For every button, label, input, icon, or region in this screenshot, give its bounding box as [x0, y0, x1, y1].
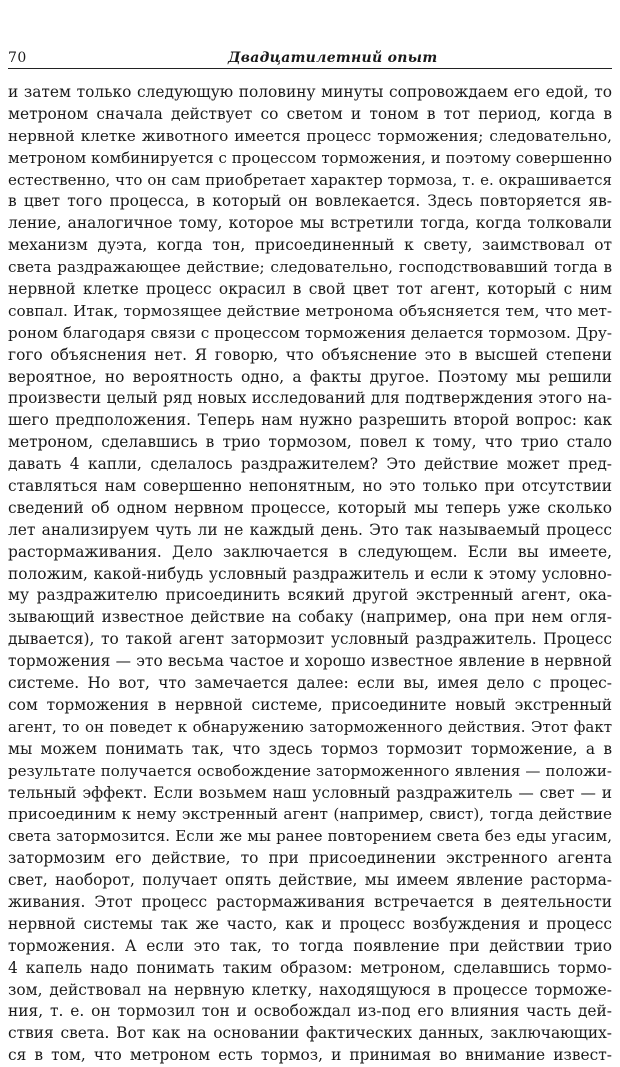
text-line: роном благодаря связи с процессом торможения делается тормозом. Дру-	[8, 323, 612, 342]
text-line: естественно, что он сам приобретает характер тормоза, т. е. окрашивается	[8, 170, 612, 189]
text-line: нервной системы так же часто, как и процесс возбуждения и процесс	[8, 914, 612, 933]
running-title: Двадцатилетний опыт	[228, 50, 438, 66]
text-line: результате получается освобождение заторможенного явления — положи-	[8, 761, 612, 780]
running-header	[8, 46, 612, 69]
text-line: живания. Этот процесс растормаживания встречается в деятельности	[8, 892, 612, 911]
text-line: нервной клетке животного имеется процесс торможения; следовательно,	[8, 126, 612, 145]
text-line: произвести целый ряд новых исследований для подтверждения этого на-	[8, 389, 612, 408]
text-line: ление, аналогичное тому, которое мы встретили тогда, когда толковали	[8, 214, 612, 233]
text-line: присоединим к нему экстренный агент (например, свист), тогда действие	[8, 805, 612, 824]
text-line: системе. Но вот, что замечается далее: если вы, имея дело с процес-	[8, 674, 612, 693]
text-line: торможения. А если это так, то тогда появление при действии трио	[8, 936, 612, 955]
text-line: зом, действовал на нервную клетку, находящуюся в процессе торможе-	[8, 980, 612, 999]
text-line: и затем только следующую половину минуты сопровождаем его едой, то	[8, 83, 612, 101]
text-line: затормозим его действие, то при присоединении экстренного агента	[8, 849, 612, 868]
text-line: механизм дуэта, когда тон, присоединенный к свету, заимствовал от	[8, 236, 612, 255]
text-line: тельный эффект. Если возьмем наш условный раздражитель — свет — и	[8, 783, 612, 802]
text-line: метроном, сделавшись в трио тормозом, повел к тому, что трио стало	[8, 433, 612, 452]
text-line: вероятное, но вероятность одно, а факты другое. Поэтому мы решили	[8, 367, 612, 386]
text-line: метроном комбинируется с процессом торможения, и поэтому совершенно	[8, 148, 612, 167]
text-line: ставляться нам совершенно непонятным, но это только при отсутствии	[8, 477, 612, 496]
text-line: ся в том, что метроном есть тормоз, и принимая во внимание извест-	[8, 1046, 612, 1065]
text-line: му раздражителю присоединить всякий другой экстренный агент, ока-	[8, 586, 612, 605]
text-line: шего предположения. Теперь нам нужно разрешить второй вопрос: как	[8, 411, 612, 430]
text-line: дывается), то такой агент затормозит условный раздражитель. Процесс	[8, 630, 612, 649]
text-line: сом торможения в нервной системе, присоедините новый экстренный	[8, 695, 612, 714]
text-line: сведений об одном нервном процессе, который мы теперь уже сколько	[8, 498, 612, 517]
text-line: давать 4 капли, сделалось раздражителем? Это действие может пред-	[8, 455, 612, 474]
text-line: света раздражающее действие; следовательно, господствовавший тогда в	[8, 258, 612, 277]
text-line: 4 капель надо понимать таким образом: метроном, сделавшись тормо-	[8, 958, 612, 977]
text-line: нервной клетке процесс окрасил в свой цвет тот агент, который с ним	[8, 280, 612, 299]
text-line: торможения — это весьма частое и хорошо известное явление в нервной	[8, 652, 612, 671]
text-line: совпал. Итак, тормозящее действие метронома объясняется тем, что мет-	[8, 301, 612, 320]
text-line: мы можем понимать так, что здесь тормоз тормозит торможение, а в	[8, 739, 612, 758]
text-line: ния, т. е. он тормозил тон и освобождал из-под его влияния часть дей-	[8, 1002, 612, 1021]
text-line: положим, какой-нибудь условный раздражитель и если к этому условно-	[8, 564, 612, 583]
text-line: в цвет того процесса, в который он вовлекается. Здесь повторяется яв-	[8, 192, 612, 211]
text-line: агент, то он поведет к обнаружению заторможенного действия. Этот факт	[8, 717, 612, 736]
text-line: света затормозится. Если же мы ранее повторением света без еды угасим,	[8, 827, 612, 846]
text-line: гого объяснения нет. Я говорю, что объяснение это в высшей степени	[8, 345, 612, 364]
text-line: зывающий известное действие на собаку (например, она при нем огля-	[8, 608, 612, 627]
text-line: метроном сначала действует со светом и тоном в тот период, когда в	[8, 104, 612, 123]
body-text	[8, 82, 612, 1067]
text-line: свет, наоборот, получает опять действие, мы имеем явление растормa-	[8, 871, 612, 890]
page-number: 70	[8, 50, 27, 66]
text-line: растормаживания. Дело заключается в следующем. Если вы имеете,	[8, 542, 612, 561]
text-line: ствия света. Вот как на основании фактических данных, заключающих-	[8, 1024, 612, 1043]
text-line: лет анализируем чуть ли не каждый день. Это так называемый процесс	[8, 520, 612, 539]
